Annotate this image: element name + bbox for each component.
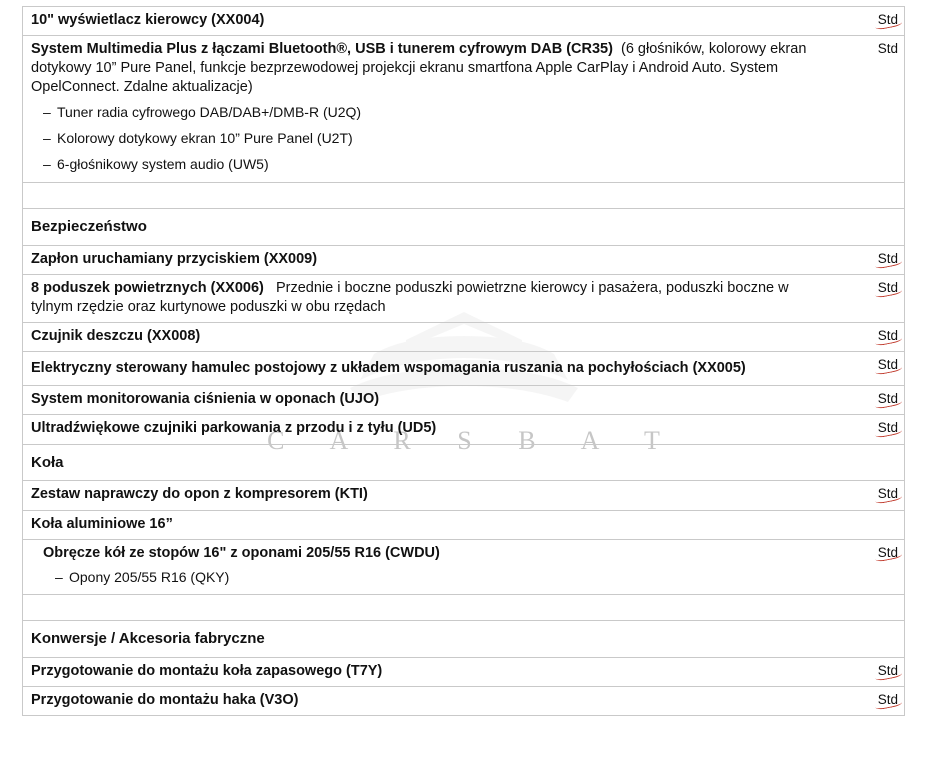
- section-value: [842, 445, 904, 470]
- row-value-text: Std: [877, 486, 898, 502]
- row-title: System monitorowania ciśnienia w oponach (UJO): [31, 391, 380, 408]
- watermark-text: C A R S B A T: [267, 426, 680, 455]
- section-title: Bezpieczeństwo: [31, 217, 147, 235]
- row-value-text: Std: [877, 328, 898, 344]
- list-item: [31, 150, 834, 176]
- table-row: [23, 415, 904, 444]
- row-value: [842, 687, 904, 712]
- section-header-wheels: [23, 445, 904, 482]
- row-content: [23, 540, 842, 595]
- table-row: [23, 481, 904, 510]
- row-value: [842, 540, 904, 565]
- row-title: 10" wyświetlacz kierowcy (XX004): [31, 12, 265, 28]
- spacer-cell: [23, 595, 842, 617]
- table-row: [23, 6, 904, 36]
- table-row: [23, 36, 904, 183]
- row-value-text: Std: [877, 41, 898, 57]
- equipment-table: [22, 6, 905, 716]
- spacer-value-cell: [842, 595, 904, 620]
- list-item-label: Kolorowy dotykowy ekran 10” Pure Panel (U2T): [57, 129, 353, 146]
- row-title: Koła aluminiowe 16”: [31, 515, 173, 532]
- table-row: [23, 323, 904, 352]
- row-value: [842, 386, 904, 411]
- list-item-label: 6-głośnikowy system audio (UW5): [57, 156, 269, 173]
- row-title: Elektryczny sterowany hamulec postojowy z układem wspomagania ruszania na pochyłościach (XX005): [31, 360, 746, 377]
- row-value: [842, 415, 904, 440]
- row-value-text: Std: [877, 250, 898, 266]
- dash-bullet: –: [43, 156, 51, 173]
- list-item-label: Tuner radia cyfrowego DAB/DAB+/DMB-R (U2Q): [57, 103, 362, 120]
- list-item-label: Opony 205/55 R16 (QKY): [69, 568, 230, 585]
- table-row: [23, 511, 904, 540]
- table-row: [23, 540, 904, 596]
- section-value: [842, 621, 904, 646]
- row-title: System Multimedia Plus z łączami Bluetooth®, USB i tunerem cyfrowym DAB (CR35): [31, 41, 613, 58]
- row-value: [842, 7, 904, 32]
- table-row: [23, 658, 904, 687]
- row-value-text: Std: [877, 663, 898, 679]
- section-title: Konwersje / Akcesoria fabryczne: [31, 630, 265, 648]
- row-sub-list: [31, 98, 834, 177]
- row-value: [842, 481, 904, 506]
- row-value-text: Std: [877, 279, 898, 295]
- row-value-text: Std: [877, 420, 898, 436]
- row-title: 8 poduszek powietrznych (XX006): [31, 279, 264, 296]
- dash-bullet: –: [43, 129, 51, 146]
- spacer-cell: [23, 183, 842, 205]
- row-value-text: Std: [877, 544, 898, 560]
- row-value-text: Std: [877, 391, 898, 407]
- row-value: [842, 511, 904, 536]
- row-title: Zapłon uruchamiany przyciskiem (XX009): [31, 250, 318, 267]
- row-title: Obręcze kół ze stopów 16" z oponami 205/55 R16 (CWDU): [43, 544, 440, 561]
- row-description: Przednie i boczne poduszki powietrzne kierowcy i pasażera, poduszki boczne w tylnym rzędzie oraz kurtynowe poduszki w obu rzędach: [31, 279, 789, 315]
- section-title: Koła: [31, 453, 64, 471]
- table-spacer-row: [23, 595, 904, 621]
- row-value: [842, 36, 904, 61]
- row-title: Przygotowanie do montażu koła zapasowego (T7Y): [31, 663, 383, 680]
- row-title: Ultradźwiękowe czujniki parkowania z przodu i z tyłu (UD5): [31, 420, 437, 437]
- section-header-conversions: [23, 621, 904, 658]
- row-value-text: Std: [877, 12, 898, 27]
- row-value: [842, 275, 904, 300]
- row-value: [842, 323, 904, 348]
- table-row: [23, 275, 904, 323]
- list-item: [31, 124, 834, 150]
- table-spacer-row: [23, 183, 904, 209]
- row-value-text: Std: [877, 357, 898, 373]
- list-item: [43, 563, 834, 589]
- dash-bullet: –: [55, 568, 63, 585]
- section-header-safety: [23, 209, 904, 246]
- list-item: [31, 98, 834, 124]
- row-content: [23, 275, 842, 322]
- table-row: [23, 352, 904, 386]
- row-title: Zestaw naprawczy do opon z kompresorem (KTI): [31, 486, 368, 503]
- dash-bullet: –: [43, 103, 51, 120]
- row-value: [842, 352, 904, 377]
- spacer-value-cell: [842, 183, 904, 208]
- row-title: Czujnik deszczu (XX008): [31, 328, 201, 345]
- table-row: [23, 246, 904, 275]
- row-sub-list: [43, 563, 834, 589]
- table-row: [23, 687, 904, 716]
- row-description: (6 głośników, kolorowy ekran dotykowy 10” Pure Panel, funkcje bezprzewodowej projekcji ekranu smartfona Apple CarPlay i Android Auto. System OpelConnect. Zdalne aktualizacje): [31, 41, 807, 96]
- row-content: [23, 36, 842, 182]
- section-value: [842, 209, 904, 234]
- row-value-text: Std: [877, 692, 898, 708]
- row-value: [842, 658, 904, 683]
- row-value: [842, 246, 904, 271]
- row-title: Przygotowanie do montażu haka (V3O): [31, 692, 299, 709]
- table-row: [23, 386, 904, 415]
